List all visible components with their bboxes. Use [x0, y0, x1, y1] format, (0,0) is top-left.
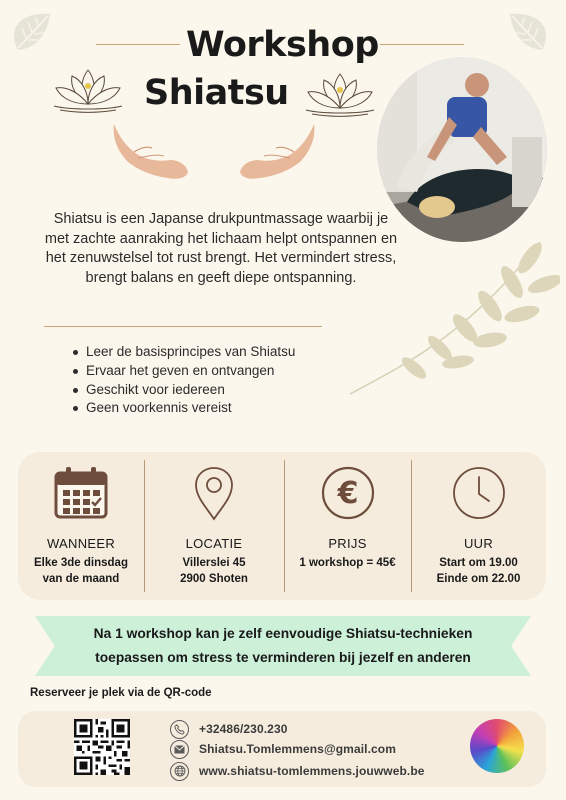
- contact-phone[interactable]: [170, 719, 288, 739]
- time-label: UUR: [463, 536, 494, 551]
- time-line1: Start om 19.00: [439, 557, 518, 569]
- leaf-icon-top-left: [8, 8, 58, 58]
- clock-icon: [451, 465, 507, 521]
- when-label: WANNEER: [46, 536, 116, 551]
- intro-paragraph: Shiatsu is een Japanse drukpuntmassage waarbij je met zachte aanraking het lichaam helpt ontspannen en het zenuwstelsel tot rust brengt. Het vermindert stress, brengt balans en geeft diepe ontspanning.: [44, 211, 398, 286]
- location-line1: Villerslei 45: [182, 557, 246, 569]
- lotus-icon-right: [302, 68, 378, 118]
- email-address: Shiatsu.Tomlemmens@gmail.com: [199, 742, 396, 756]
- price-label: PRIJS: [328, 536, 367, 551]
- list-item: Leer de basisprincipes van Shiatsu: [73, 343, 295, 362]
- info-when: [18, 452, 144, 600]
- banner-text: [35, 622, 531, 670]
- globe-icon: [170, 762, 189, 781]
- info-location: [144, 452, 284, 600]
- price-value: [284, 556, 411, 572]
- euro-icon: [320, 465, 376, 521]
- list-item: Geen voorkennis vereist: [73, 399, 295, 418]
- list-item: Ervaar het geven en ontvangen: [73, 362, 295, 381]
- location-line2: 2900 Shoten: [180, 572, 248, 585]
- info-price: [284, 452, 411, 600]
- when-line1: Elke 3de dinsdag: [34, 557, 128, 569]
- hand-icon-right: [234, 120, 320, 182]
- workshop-photo: [377, 57, 547, 242]
- qr-code[interactable]: [74, 719, 130, 775]
- price-line1: 1 workshop = 45€: [299, 557, 396, 569]
- info-time: [411, 452, 546, 600]
- contact-email[interactable]: [170, 739, 396, 759]
- leaf-branch-icon: [340, 222, 560, 402]
- time-value: [411, 556, 546, 587]
- hand-icon-left: [108, 120, 194, 182]
- website-url: www.shiatsu-tomlemmens.jouwweb.be: [199, 764, 425, 778]
- brand-logo: [470, 719, 524, 773]
- banner-line1: Na 1 workshop kan je zelf eenvoudige Shiatsu-technieken: [93, 626, 473, 641]
- phone-number: +32486/230.230: [199, 722, 288, 736]
- leaf-icon-top-right: [500, 8, 552, 58]
- calendar-icon: [53, 465, 109, 521]
- phone-icon: [170, 720, 189, 739]
- time-line2: Einde om 22.00: [436, 572, 521, 585]
- contact-website[interactable]: [170, 761, 425, 781]
- location-label: LOCATIE: [185, 536, 243, 551]
- when-value: [18, 556, 144, 587]
- lotus-icon-left: [50, 64, 126, 114]
- page-title-line2: Shiatsu: [144, 73, 289, 113]
- reserve-text: Reserveer je plek via de QR-code: [30, 687, 212, 699]
- mail-icon: [170, 740, 189, 759]
- page-title-line1: Workshop: [186, 25, 379, 65]
- banner-line2: toepassen om stress te verminderen bij jezelf en anderen: [95, 650, 471, 665]
- title-line-right: [380, 44, 464, 45]
- title-line-left: [96, 44, 180, 45]
- feature-list: [73, 343, 295, 418]
- location-value: [144, 556, 284, 587]
- location-pin-icon: [192, 465, 236, 521]
- when-line2: van de maand: [42, 572, 120, 585]
- separator-line: [44, 326, 322, 327]
- list-item: Geschikt voor iedereen: [73, 381, 295, 400]
- euro-symbol: €: [337, 476, 358, 511]
